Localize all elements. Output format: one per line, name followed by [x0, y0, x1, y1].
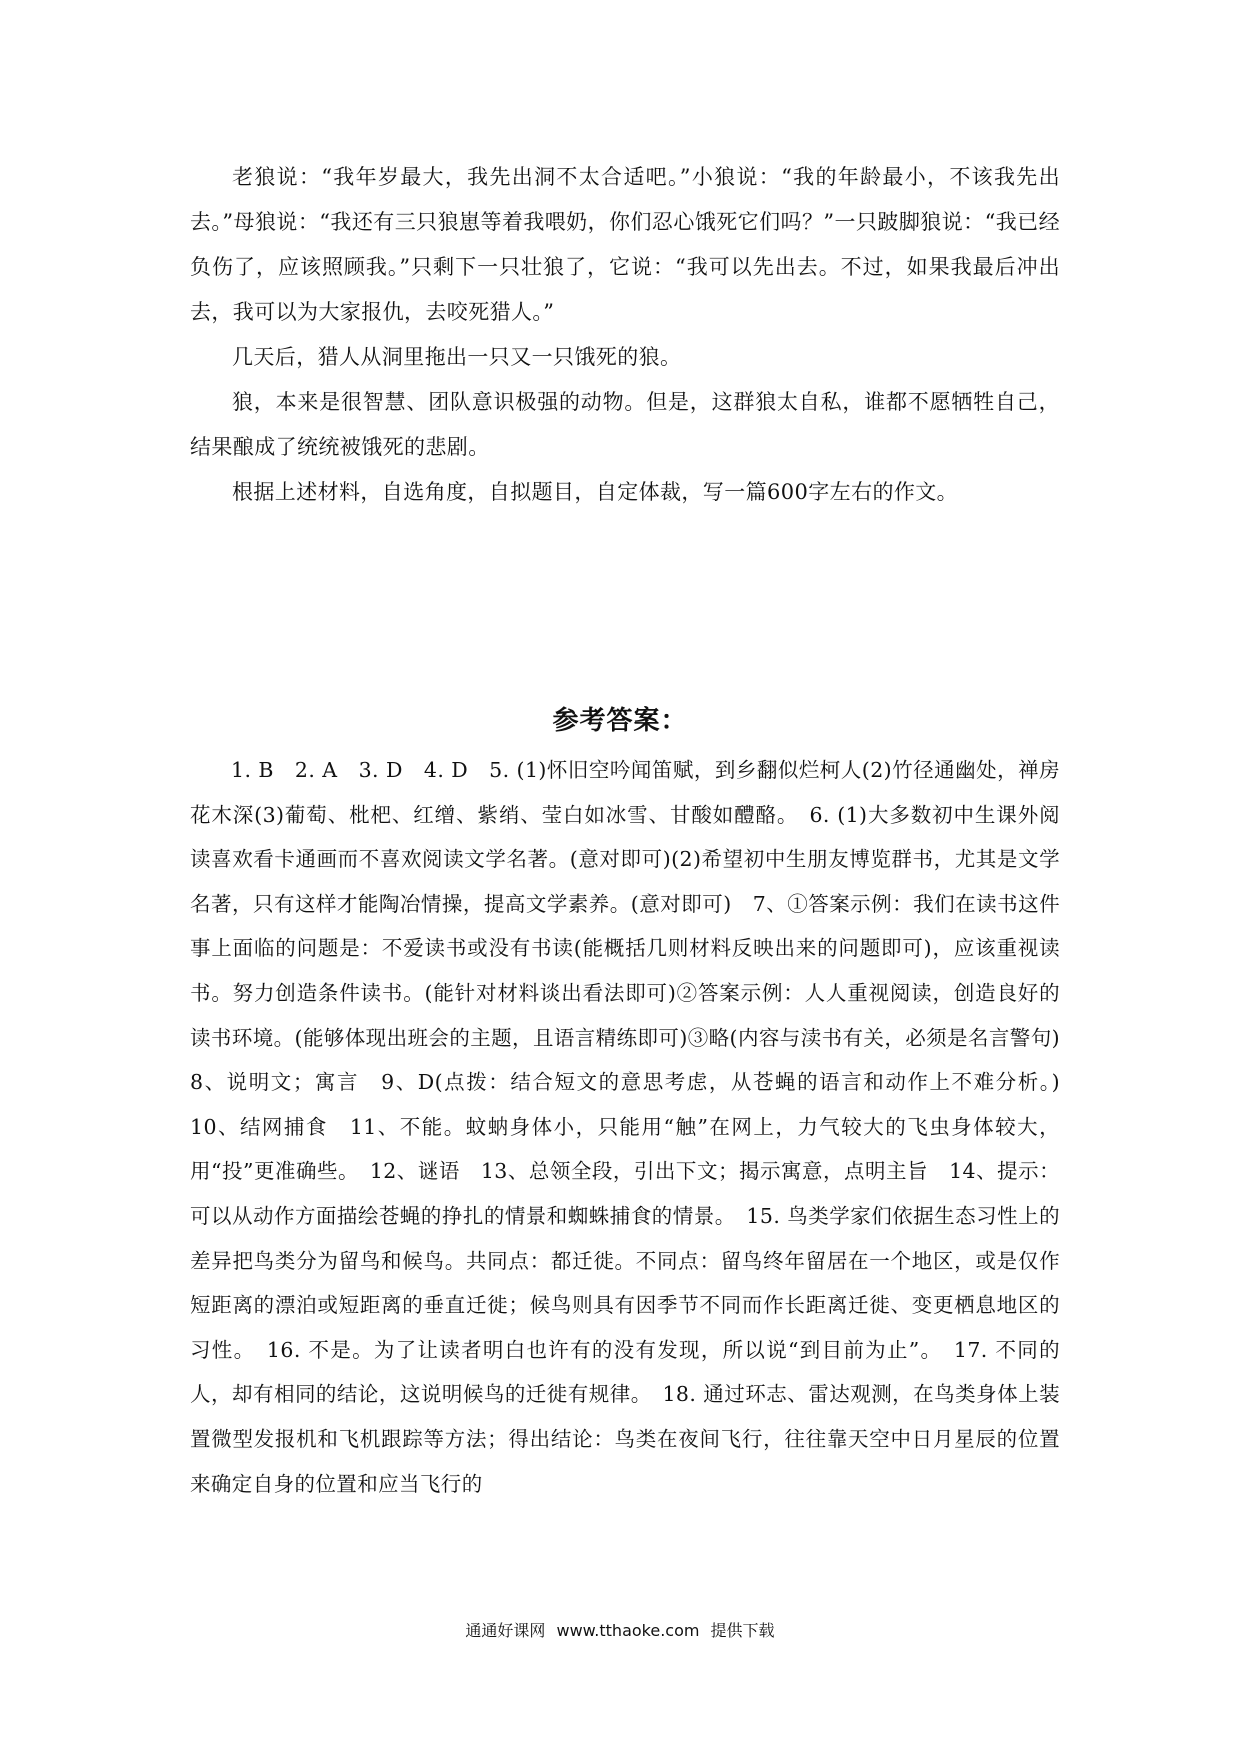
writing-prompt: 根据上述材料，自选角度，自拟题目，自定体裁，写一篇600字左右的作文。: [232, 480, 959, 504]
material-paragraph: 几天后，猎人从洞里拖出一只又一只饿死的狼。: [232, 345, 682, 369]
page-footer: 通通好课网 www.tthaoke.com 提供下载: [465, 1621, 775, 1640]
material-paragraph: 狼，本来是很智慧、团队意识极强的动物。但是，这群狼太自私，谁都不愿牺牲自己，结果酿成了统统被饿死的悲剧。: [190, 390, 1060, 459]
material-paragraph: 老狼说：“我年岁最大，我先出洞不太合适吧。”小狼说：“我的年龄最小，不该我先出去。”母狼说：“我还有三只狼崽等着我喂奶，你们忍心饿死它们吗？”一只跛脚狼说：“我已经负伤了，应该照顾我。”只剩下一只壮狼了，它说：“我可以先出去。不过，如果我最后冲出去，我可以为大家报仇，去咬死猎人。”: [190, 165, 1060, 324]
answers-body: 1. B 2. A 3. D 4. D 5. (1)怀旧空吟闻笛赋，到乡翻似烂柯人(2)竹径通幽处，禅房花木深(3)葡萄、枇杷、红缯、紫绡、莹白如冰雪、甘酸如醴酪。 6. (1)大多数初中生课外阅读喜欢看卡通画而不喜欢阅读文学名著。(意对即可)(2)希望初中生朋友博览群书，尤其是文学名著，只有这样才能陶冶情操，提高文学素养。(意对即可) 7、①答案示例：我们在读书这件事上面临的问题是：不爱读书或没有书读(能概括几则材料反映出来的问题即可)，应该重视读书。努力创造条件读书。(能针对材料谈出看法即可)②答案示例：人人重视阅读，创造良好的读书环境。(能够体现出班会的主题，且语言精练即可)③略(内容与渎书有关，必须是名言警句) 8、说明文；寓言 9、D(点拨：结合短文的意思考虑，从苍蝇的语言和动作上不难分析。) 10、结网捕食 11、不能。蚊蚋身体小，只能用“触”在网上，力气较大的飞虫身体较大，用“投”更准确些。 12、谜语 13、总领全段，引出下文；揭示寓意，点明主旨 14、提示：可以从动作方面描绘苍蝇的挣扎的情景和蜘蛛捕食的情景。 15. 鸟类学家们依据生态习性上的差异把鸟类分为留鸟和候鸟。共同点：都迁徙。不同点：留鸟终年留居在一个地区，或是仅作短距离的漂泊或短距离的垂直迁徙；候鸟则具有因季节不同而作长距离迁徙、变更栖息地区的习性。 16. 不是。为了让读者明白也许有的没有发现，所以说“到目前为止”。 17. 不同的人，却有相同的结论，这说明候鸟的迁徙有规律。 18. 通过环志、雷达观测，在鸟类身体上装置微型发报机和飞机跟踪等方法；得出结论：鸟类在夜间飞行，往往靠天空中日月星辰的位置来确定自身的位置和应当飞行的: [190, 758, 1081, 1496]
answers-section: [190, 748, 1081, 1506]
essay-material: [190, 155, 1060, 515]
answers-heading: 参考答案：: [552, 706, 688, 736]
